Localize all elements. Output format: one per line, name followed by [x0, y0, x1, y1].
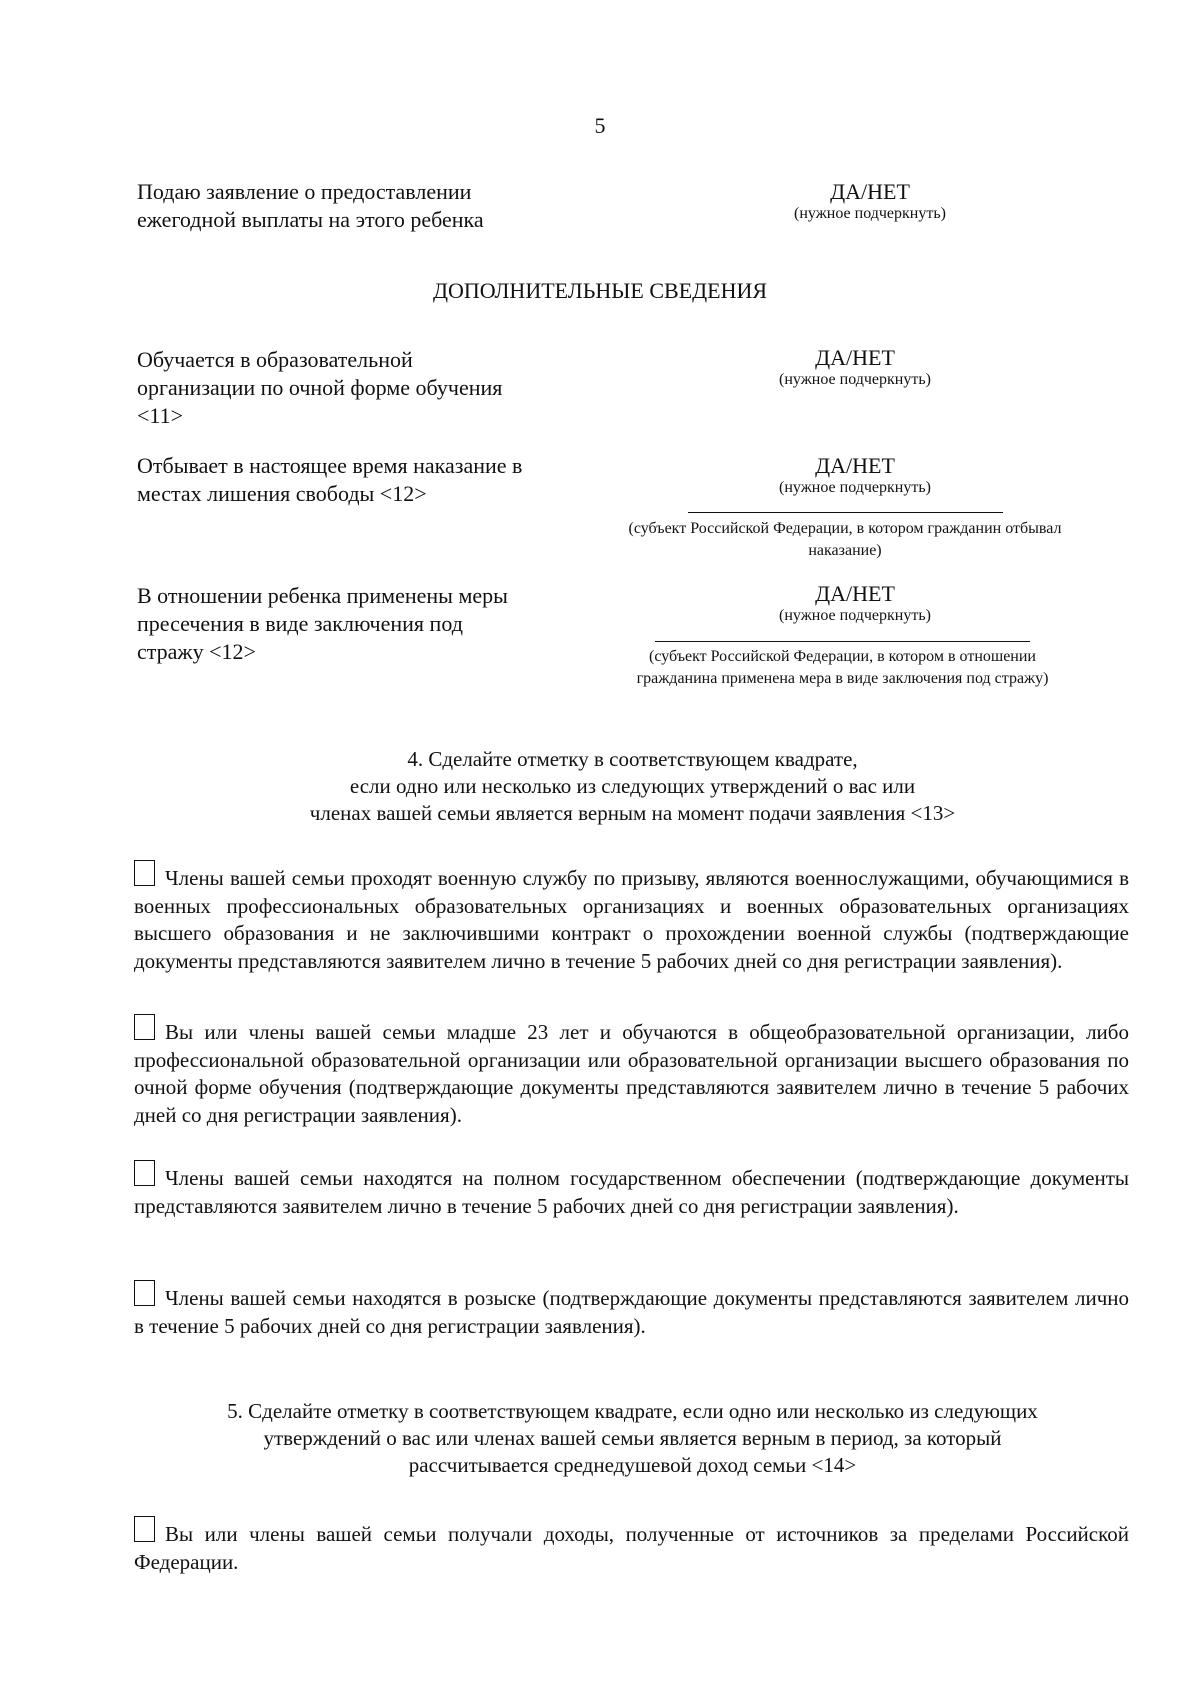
region-underline[interactable] [688, 512, 1003, 513]
yes-no-value[interactable]: ДА/НЕТ [815, 581, 895, 606]
question-line: местах лишения свободы <12> [137, 481, 427, 506]
section-4-item [134, 860, 1129, 975]
question-line: стражу <12> [137, 639, 256, 664]
checkbox[interactable] [134, 1014, 155, 1040]
item-text: Члены вашей семьи находятся на полном государственном обеспечении (подтверждающие документы представляются заявителем лично в течение 5 рабочих дней со дня регистрации заявления). [134, 1166, 1129, 1218]
custody-yes-no[interactable] [725, 582, 985, 626]
heading-line: 4. Сделайте отметку в соответствующем квадрате, [407, 747, 858, 771]
imprisonment-region-caption [585, 518, 1105, 562]
checkbox[interactable] [134, 860, 155, 886]
underline-hint: (нужное подчеркнуть) [779, 479, 931, 496]
question-line: В отношении ребенка применены меры [137, 583, 508, 608]
section-4-item [134, 1280, 1129, 1340]
item-text: Вы или члены вашей семьи получали доходы, полученные от источников за пределами Российской Федерации. [134, 1522, 1129, 1574]
section-4-heading [135, 746, 1130, 827]
custody-question [137, 582, 617, 666]
question-line: Подаю заявление о предоставлении [137, 179, 472, 204]
question-line: организации по очной форме обучения [137, 375, 503, 400]
underline-hint: (нужное подчеркнуть) [794, 205, 946, 222]
caption-line: (субъект Российской Федерации, в котором в отношении [648, 648, 1036, 665]
heading-line: членах вашей семьи является верным на момент подачи заявления <13> [309, 801, 956, 825]
question-line: Обучается в образовательной [137, 347, 413, 372]
heading-line: если одно или несколько из следующих утверждений о вас или [349, 774, 916, 798]
section-5-item [134, 1516, 1129, 1576]
imprisonment-question [137, 452, 617, 508]
section-5-heading [135, 1398, 1130, 1479]
underline-hint: (нужное подчеркнуть) [779, 607, 931, 624]
heading-line: рассчитывается среднедушевой доход семьи <14> [408, 1453, 857, 1477]
custody-region-caption [590, 646, 1095, 690]
education-yes-no[interactable] [725, 346, 985, 390]
yes-no-value[interactable]: ДА/НЕТ [830, 179, 910, 204]
question-line: пресечения в виде заключения под [137, 611, 463, 636]
caption-line: гражданина применена мера в виде заключения под стражу) [636, 670, 1049, 687]
page-number: 5 [594, 113, 606, 138]
additional-info-title: ДОПОЛНИТЕЛЬНЫЕ СВЕДЕНИЯ [432, 278, 768, 303]
yes-no-value[interactable]: ДА/НЕТ [815, 345, 895, 370]
yes-no-value[interactable]: ДА/НЕТ [815, 453, 895, 478]
annual-payment-question [137, 178, 607, 234]
checkbox[interactable] [134, 1516, 155, 1542]
item-text: Члены вашей семьи находятся в розыске (подтверждающие документы представляются заявителем лично в течение 5 рабочих дней со дня регистрации заявления). [134, 1286, 1129, 1338]
heading-line: утверждений о вас или членах вашей семьи является верным в период, за который [263, 1426, 1002, 1450]
heading-line: 5. Сделайте отметку в соответствующем квадрате, если одно или несколько из следующих [227, 1399, 1038, 1423]
item-text: Члены вашей семьи проходят военную службу по призыву, являются военнослужащими, обучающимися в военных профессиональных образовательных организациях и военных образовательных организациях высшего образования и не заключившими контракт о прохождении военной службы (подтверждающие документы представляются заявителем лично в течение 5 рабочих дней со дня регистрации заявления). [134, 866, 1129, 973]
underline-hint: (нужное подчеркнуть) [779, 371, 931, 388]
annual-payment-yes-no[interactable] [740, 180, 1000, 224]
imprisonment-yes-no[interactable] [725, 454, 985, 498]
checkbox[interactable] [134, 1280, 155, 1306]
caption-line: (субъект Российской Федерации, в котором гражданин отбывал [628, 520, 1062, 537]
item-text: Вы или члены вашей семьи младше 23 лет и обучаются в общеобразовательной организации, либо профессиональной образовательной организации или образовательной организации высшего образования по очной форме обучения (подтверждающие документы представляются заявителем лично в течение 5 рабочих дней со дня регистрации заявления). [134, 1020, 1129, 1127]
question-line: Отбывает в настоящее время наказание в [137, 453, 523, 478]
caption-line: наказание) [808, 542, 882, 559]
checkbox[interactable] [134, 1160, 155, 1186]
question-line: ежегодной выплаты на этого ребенка [137, 207, 484, 232]
education-question [137, 346, 607, 430]
section-4-item [134, 1014, 1129, 1129]
question-line: <11> [137, 403, 183, 428]
region-underline[interactable] [655, 641, 1030, 642]
section-4-item [134, 1160, 1129, 1220]
